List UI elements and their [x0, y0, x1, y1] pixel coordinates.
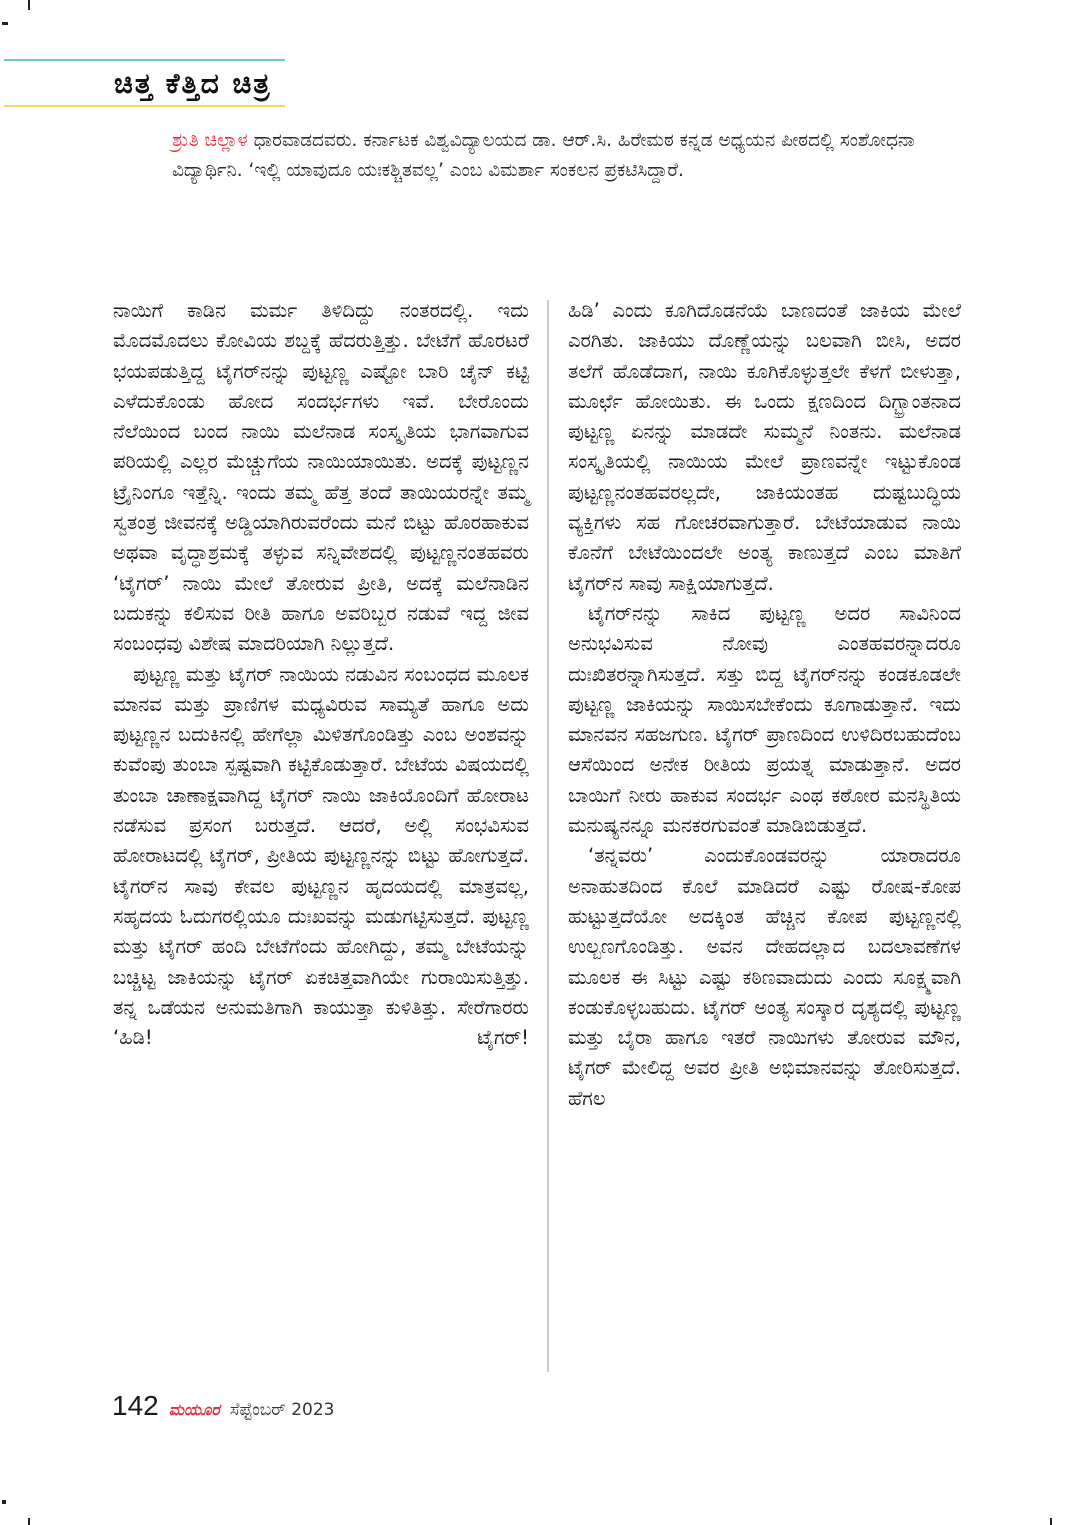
crop-mark	[1050, 1518, 1052, 1525]
section-header	[4, 59, 285, 107]
crop-mark	[28, 0, 30, 10]
issue-date: ಸೆಪ್ಟೆಂಬರ್ 2023	[229, 1400, 335, 1420]
crop-mark	[28, 1518, 30, 1525]
article-column-left	[113, 296, 529, 1053]
article-paragraph: ಪುಟ್ಟಣ್ಣ ಮತ್ತು ಟೈಗರ್ ನಾಯಿಯ ನಡುವಿನ ಸಂಬಂಧದ ಮೂಲಕ ಮಾನವ ಮತ್ತು ಪ್ರಾಣಿಗಳ ಮಧ್ಯವಿರುವ ಸಾಮ್ಯತೆ ಹಾಗೂ ಅದು ಪುಟ್ಟಣ್ಣನ ಬದುಕಿನಲ್ಲಿ ಹೇಗೆಲ್ಲಾ ಮಿಳಿತಗೊಂಡಿತ್ತು ಎಂಬ ಅಂಶವನ್ನು ಕುವೆಂಪು ತುಂಬಾ ಸ್ಪಷ್ಟವಾಗಿ ಕಟ್ಟಿಕೊಡುತ್ತಾರೆ. ಬೇಟೆಯ ವಿಷಯದಲ್ಲಿ ತುಂಬಾ ಚಾಣಾಕ್ಷವಾಗಿದ್ದ ಟೈಗರ್ ನಾಯಿ ಜಾಕಿಯೊಂದಿಗೆ ಹೋರಾಟ ನಡೆಸುವ ಪ್ರಸಂಗ ಬರುತ್ತದೆ. ಆದರೆ, ಅಲ್ಲಿ ಸಂಭವಿಸುವ ಹೋರಾಟದಲ್ಲಿ ಟೈಗರ್, ಪ್ರೀತಿಯ ಪುಟ್ಟಣ್ಣನನ್ನು ಬಿಟ್ಟು ಹೋಗುತ್ತದೆ. ಟೈಗರ್‌ನ ಸಾವು ಕೇವಲ ಪುಟ್ಟಣ್ಣನ ಹೃದಯದಲ್ಲಿ ಮಾತ್ರವಲ್ಲ, ಸಹೃದಯ ಓದುಗರಲ್ಲಿಯೂ ದುಃಖವನ್ನು ಮಡುಗಟ್ಟಿಸುತ್ತದೆ. ಪುಟ್ಟಣ್ಣ ಮತ್ತು ಟೈಗರ್ ಹಂದಿ ಬೇಟೆಗೆಂದು ಹೋಗಿದ್ದು, ತಮ್ಮ ಬೇಟೆಯನ್ನು ಬಚ್ಚಿಟ್ಟ ಜಾಕಿಯನ್ನು ಟೈಗರ್ ಏಕಚಿತ್ತವಾಗಿಯೇ ಗುರಾಯಿಸುತ್ತಿತ್ತು. ತನ್ನ ಒಡೆಯನ ಅನುಮತಿಗಾಗಿ ಕಾಯುತ್ತಾ ಕುಳಿತಿತ್ತು. ಸೇರೆಗಾರರು ‘ಹಿಡಿ! ಟೈಗರ್!	[113, 662, 529, 1050]
article-column-right	[568, 296, 961, 1114]
crop-mark	[2, 22, 8, 25]
section-title: ಚಿತ್ತ ಕೆತ್ತಿದ ಚಿತ್ರ	[114, 67, 272, 100]
page-number: 142	[112, 1390, 159, 1421]
magazine-logo: ಮಯೂರ	[168, 1400, 220, 1419]
article-paragraph: ಟೈಗರ್‌ನನ್ನು ಸಾಕಿದ ಪುಟ್ಟಣ್ಣ ಅದರ ಸಾವಿನಿಂದ ಅನುಭವಿಸುವ ನೋವು ಎಂತಹವರನ್ನಾದರೂ ದುಃಖಿತರನ್ನಾಗಿಸುತ್ತದೆ. ಸತ್ತು ಬಿದ್ದ ಟೈಗರ್‌ನನ್ನು ಕಂಡಕೂಡಲೇ ಪುಟ್ಟಣ್ಣ ಜಾಕಿಯನ್ನು ಸಾಯಿಸಬೇಕೆಂದು ಕೂಗಾಡುತ್ತಾನೆ. ಇದು ಮಾನವನ ಸಹಜಗುಣ. ಟೈಗರ್ ಪ್ರಾಣದಿಂದ ಉಳಿದಿರಬಹುದೆಂಬ ಆಸೆಯಿಂದ ಅನೇಕ ರೀತಿಯ ಪ್ರಯತ್ನ ಮಾಡುತ್ತಾನೆ. ಅದರ ಬಾಯಿಗೆ ನೀರು ಹಾಕುವ ಸಂದರ್ಭ ಎಂಥ ಕಠೋರ ಮನಸ್ಥಿತಿಯ ಮನುಷ್ಯನನ್ನೂ ಮನಕರಗುವಂತೆ ಮಾಡಿಬಿಡುತ್ತದೆ.	[568, 601, 961, 838]
article-paragraph: ‘ತನ್ನವರು’ ಎಂದುಕೊಂಡವರನ್ನು ಯಾರಾದರೂ ಅನಾಹುತದಿಂದ ಕೊಲೆ ಮಾಡಿದರೆ ಎಷ್ಟು ರೋಷ-ಕೋಪ ಹುಟ್ಟುತ್ತದೆಯೋ ಅದಕ್ಕಿಂತ ಹೆಚ್ಚಿನ ಕೋಪ ಪುಟ್ಟಣ್ಣನಲ್ಲಿ ಉಲ್ಬಣಗೊಂಡಿತ್ತು. ಅವನ ದೇಹದಲ್ಲಾದ ಬದಲಾವಣೆಗಳ ಮೂಲಕ ಈ ಸಿಟ್ಟು ಎಷ್ಟು ಕಠಿಣವಾದುದು ಎಂದು ಸೂಕ್ಷ್ಮವಾಗಿ ಕಂಡುಕೊಳ್ಳಬಹುದು. ಟೈಗರ್ ಅಂತ್ಯ ಸಂಸ್ಕಾರ ದೃಶ್ಯದಲ್ಲಿ ಪುಟ್ಟಣ್ಣ ಮತ್ತು ಬೈರಾ ಹಾಗೂ ಇತರೆ ನಾಯಿಗಳು ತೋರುವ ಮೌನ, ಟೈಗರ್ ಮೇಲಿದ್ದ ಅವರ ಪ್ರೀತಿ ಅಭಿಮಾನವನ್ನು ತೋರಿಸುತ್ತದೆ. ಹೆಗಲ	[568, 844, 961, 1110]
author-bio-text: ಧಾರವಾಡದವರು. ಕರ್ನಾಟಕ ವಿಶ್ವವಿದ್ಯಾಲಯದ ಡಾ. ಆರ್.ಸಿ. ಹಿರೇಮಠ ಕನ್ನಡ ಅಧ್ಯಯನ ಪೀಠದಲ್ಲಿ ಸಂಶೋಧನಾ ವಿದ್ಯಾರ್ಥಿನಿ. ‘ಇಲ್ಲಿ ಯಾವುದೂ ಯಃಕಶ್ಚಿತವಲ್ಲ’ ಎಂಬ ವಿಮರ್ಶಾ ಸಂಕಲನ ಪ್ರಕಟಿಸಿದ್ದಾರೆ.	[172, 130, 915, 181]
article-paragraph: ಹಿಡಿ’ ಎಂದು ಕೂಗಿದೊಡನೆಯೆ ಬಾಣದಂತೆ ಜಾಕಿಯ ಮೇಲೆ ಎರಗಿತು. ಜಾಕಿಯು ದೊಣ್ಣೆಯನ್ನು ಬಲವಾಗಿ ಬೀಸಿ, ಅದರ ತಲೆಗೆ ಹೊಡೆದಾಗ, ನಾಯಿ ಕೂಗಿಕೊಳ್ಳುತ್ತಲೇ ಕೆಳಗೆ ಬೀಳುತ್ತಾ, ಮೂರ್ಛೆ ಹೋಯಿತು. ಈ ಒಂದು ಕ್ಷಣದಿಂದ ದಿಗ್ಭ್ರಾಂತನಾದ ಪುಟ್ಟಣ್ಣ ಏನನ್ನು ಮಾಡದೇ ಸುಮ್ಮನೆ ನಿಂತನು. ಮಲೆನಾಡ ಸಂಸ್ಕೃತಿಯಲ್ಲಿ ನಾಯಿಯ ಮೇಲೆ ಪ್ರಾಣವನ್ನೇ ಇಟ್ಟುಕೊಂಡ ಪುಟ್ಟಣ್ಣನಂತಹವರಲ್ಲದೇ, ಜಾಕಿಯಂತಹ ದುಷ್ಟಬುದ್ಧಿಯ ವ್ಯಕ್ತಿಗಳು ಸಹ ಗೋಚರವಾಗುತ್ತಾರೆ. ಬೇಟೆಯಾಡುವ ನಾಯಿ ಕೊನೆಗೆ ಬೇಟೆಯಿಂದಲೇ ಅಂತ್ಯ ಕಾಣುತ್ತದೆ ಎಂಬ ಮಾತಿಗೆ ಟೈಗರ್‌ನ ಸಾವು ಸಾಕ್ಷಿಯಾಗುತ್ತದೆ.	[568, 299, 961, 595]
article-paragraph: ನಾಯಿಗೆ ಕಾಡಿನ ಮರ್ಮ ತಿಳಿದಿದ್ದು ನಂತರದಲ್ಲಿ. ಇದು ಮೊದಮೊದಲು ಕೋವಿಯ ಶಬ್ದಕ್ಕೆ ಹೆದರುತ್ತಿತ್ತು. ಬೇಟೆಗೆ ಹೊರಟರೆ ಭಯಪಡುತ್ತಿದ್ದ ಟೈಗರ್‌ನನ್ನು ಪುಟ್ಟಣ್ಣ ಎಷ್ಟೋ ಬಾರಿ ಚೈನ್ ಕಟ್ಟಿ ಎಳೆದುಕೊಂಡು ಹೋದ ಸಂದರ್ಭಗಳು ಇವೆ. ಬೇರೊಂದು ನೆಲೆಯಿಂದ ಬಂದ ನಾಯಿ ಮಲೆನಾಡ ಸಂಸ್ಕೃತಿಯ ಭಾಗವಾಗುವ ಪರಿಯಲ್ಲಿ ಎಲ್ಲರ ಮೆಚ್ಚುಗೆಯ ನಾಯಿಯಾಯಿತು. ಅದಕ್ಕೆ ಪುಟ್ಟಣ್ಣನ ಟ್ರೈನಿಂಗೂ ಇತ್ತೆನ್ನಿ. ಇಂದು ತಮ್ಮ ಹೆತ್ತ ತಂದೆ ತಾಯಿಯರನ್ನೇ ತಮ್ಮ ಸ್ವತಂತ್ರ ಜೀವನಕ್ಕೆ ಅಡ್ಡಿಯಾಗಿರುವರೆಂದು ಮನೆ ಬಿಟ್ಟು ಹೊರಹಾಕುವ ಅಥವಾ ವೃದ್ಧಾಶ್ರಮಕ್ಕೆ ತಳ್ಳುವ ಸನ್ನಿವೇಶದಲ್ಲಿ ಪುಟ್ಟಣ್ಣನಂತಹವರು ‘ಟೈಗರ್’ ನಾಯಿ ಮೇಲೆ ತೋರುವ ಪ್ರೀತಿ, ಅದಕ್ಕೆ ಮಲೆನಾಡಿನ ಬದುಕನ್ನು ಕಲಿಸುವ ರೀತಿ ಹಾಗೂ ಅವರಿಬ್ಬರ ನಡುವೆ ಇದ್ದ ಜೀವ ಸಂಬಂಧವು ವಿಶೇಷ ಮಾದರಿಯಾಗಿ ನಿಲ್ಲುತ್ತದೆ.	[113, 299, 529, 656]
author-bio	[172, 126, 916, 186]
page-footer	[112, 1390, 334, 1430]
crop-mark	[2, 1500, 6, 1504]
column-divider	[547, 300, 549, 1372]
author-name: ಶ್ರುತಿ ಚಿಲ್ಲಾಳ	[172, 130, 248, 151]
